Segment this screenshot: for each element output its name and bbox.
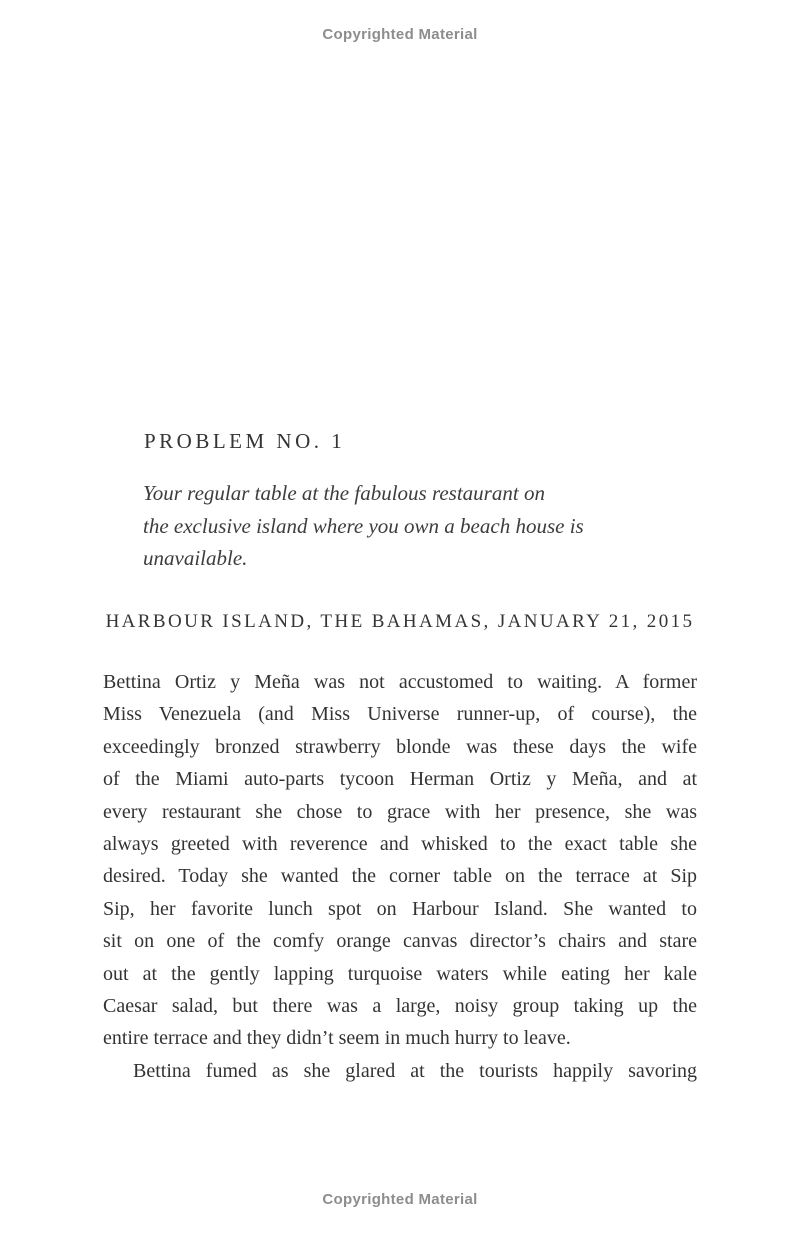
body-line: every restaurant she chose to grace with her presence, she was — [103, 800, 697, 823]
chapter-dateline: HARBOUR ISLAND, THE BAHAMAS, JANUARY 21, 2015 — [105, 611, 695, 632]
body-text — [103, 666, 697, 1087]
body-line: Sip, her favorite lunch spot on Harbour Island. She wanted to — [103, 897, 697, 920]
epigraph-line: unavailable. — [143, 546, 248, 570]
epigraph-line: Your regular table at the fabulous restaurant on — [143, 481, 545, 505]
body-line: exceedingly bronzed strawberry blonde was these days the wife — [103, 735, 697, 758]
body-line-paragraph-start: Bettina fumed as she glared at the tourists happily savoring — [133, 1059, 697, 1082]
body-line: Caesar salad, but there was a large, noisy group taking up the — [103, 994, 697, 1017]
body-line: desired. Today she wanted the corner table on the terrace at Sip — [103, 865, 697, 888]
copyright-notice-bottom: Copyrighted Material — [322, 1191, 478, 1208]
body-line: entire terrace and they didn’t seem in much hurry to leave. — [103, 1027, 571, 1050]
body-line: always greeted with reverence and whisked to the exact table she — [103, 832, 697, 855]
copyright-notice-top: Copyrighted Material — [322, 26, 478, 43]
chapter-heading: PROBLEM NO. 1 — [144, 429, 346, 453]
chapter-epigraph — [143, 477, 583, 575]
body-line: of the Miami auto-parts tycoon Herman Ortiz y Meña, and at — [103, 768, 697, 791]
body-line: sit on one of the comfy orange canvas director’s chairs and stare — [103, 930, 697, 953]
body-line: Miss Venezuela (and Miss Universe runner-up, of course), the — [103, 703, 697, 726]
epigraph-line: the exclusive island where you own a beach house is — [143, 513, 584, 538]
body-line: Bettina Ortiz y Meña was not accustomed to waiting. A former — [103, 671, 697, 693]
body-line: out at the gently lapping turquoise waters while eating her kale — [103, 962, 697, 985]
